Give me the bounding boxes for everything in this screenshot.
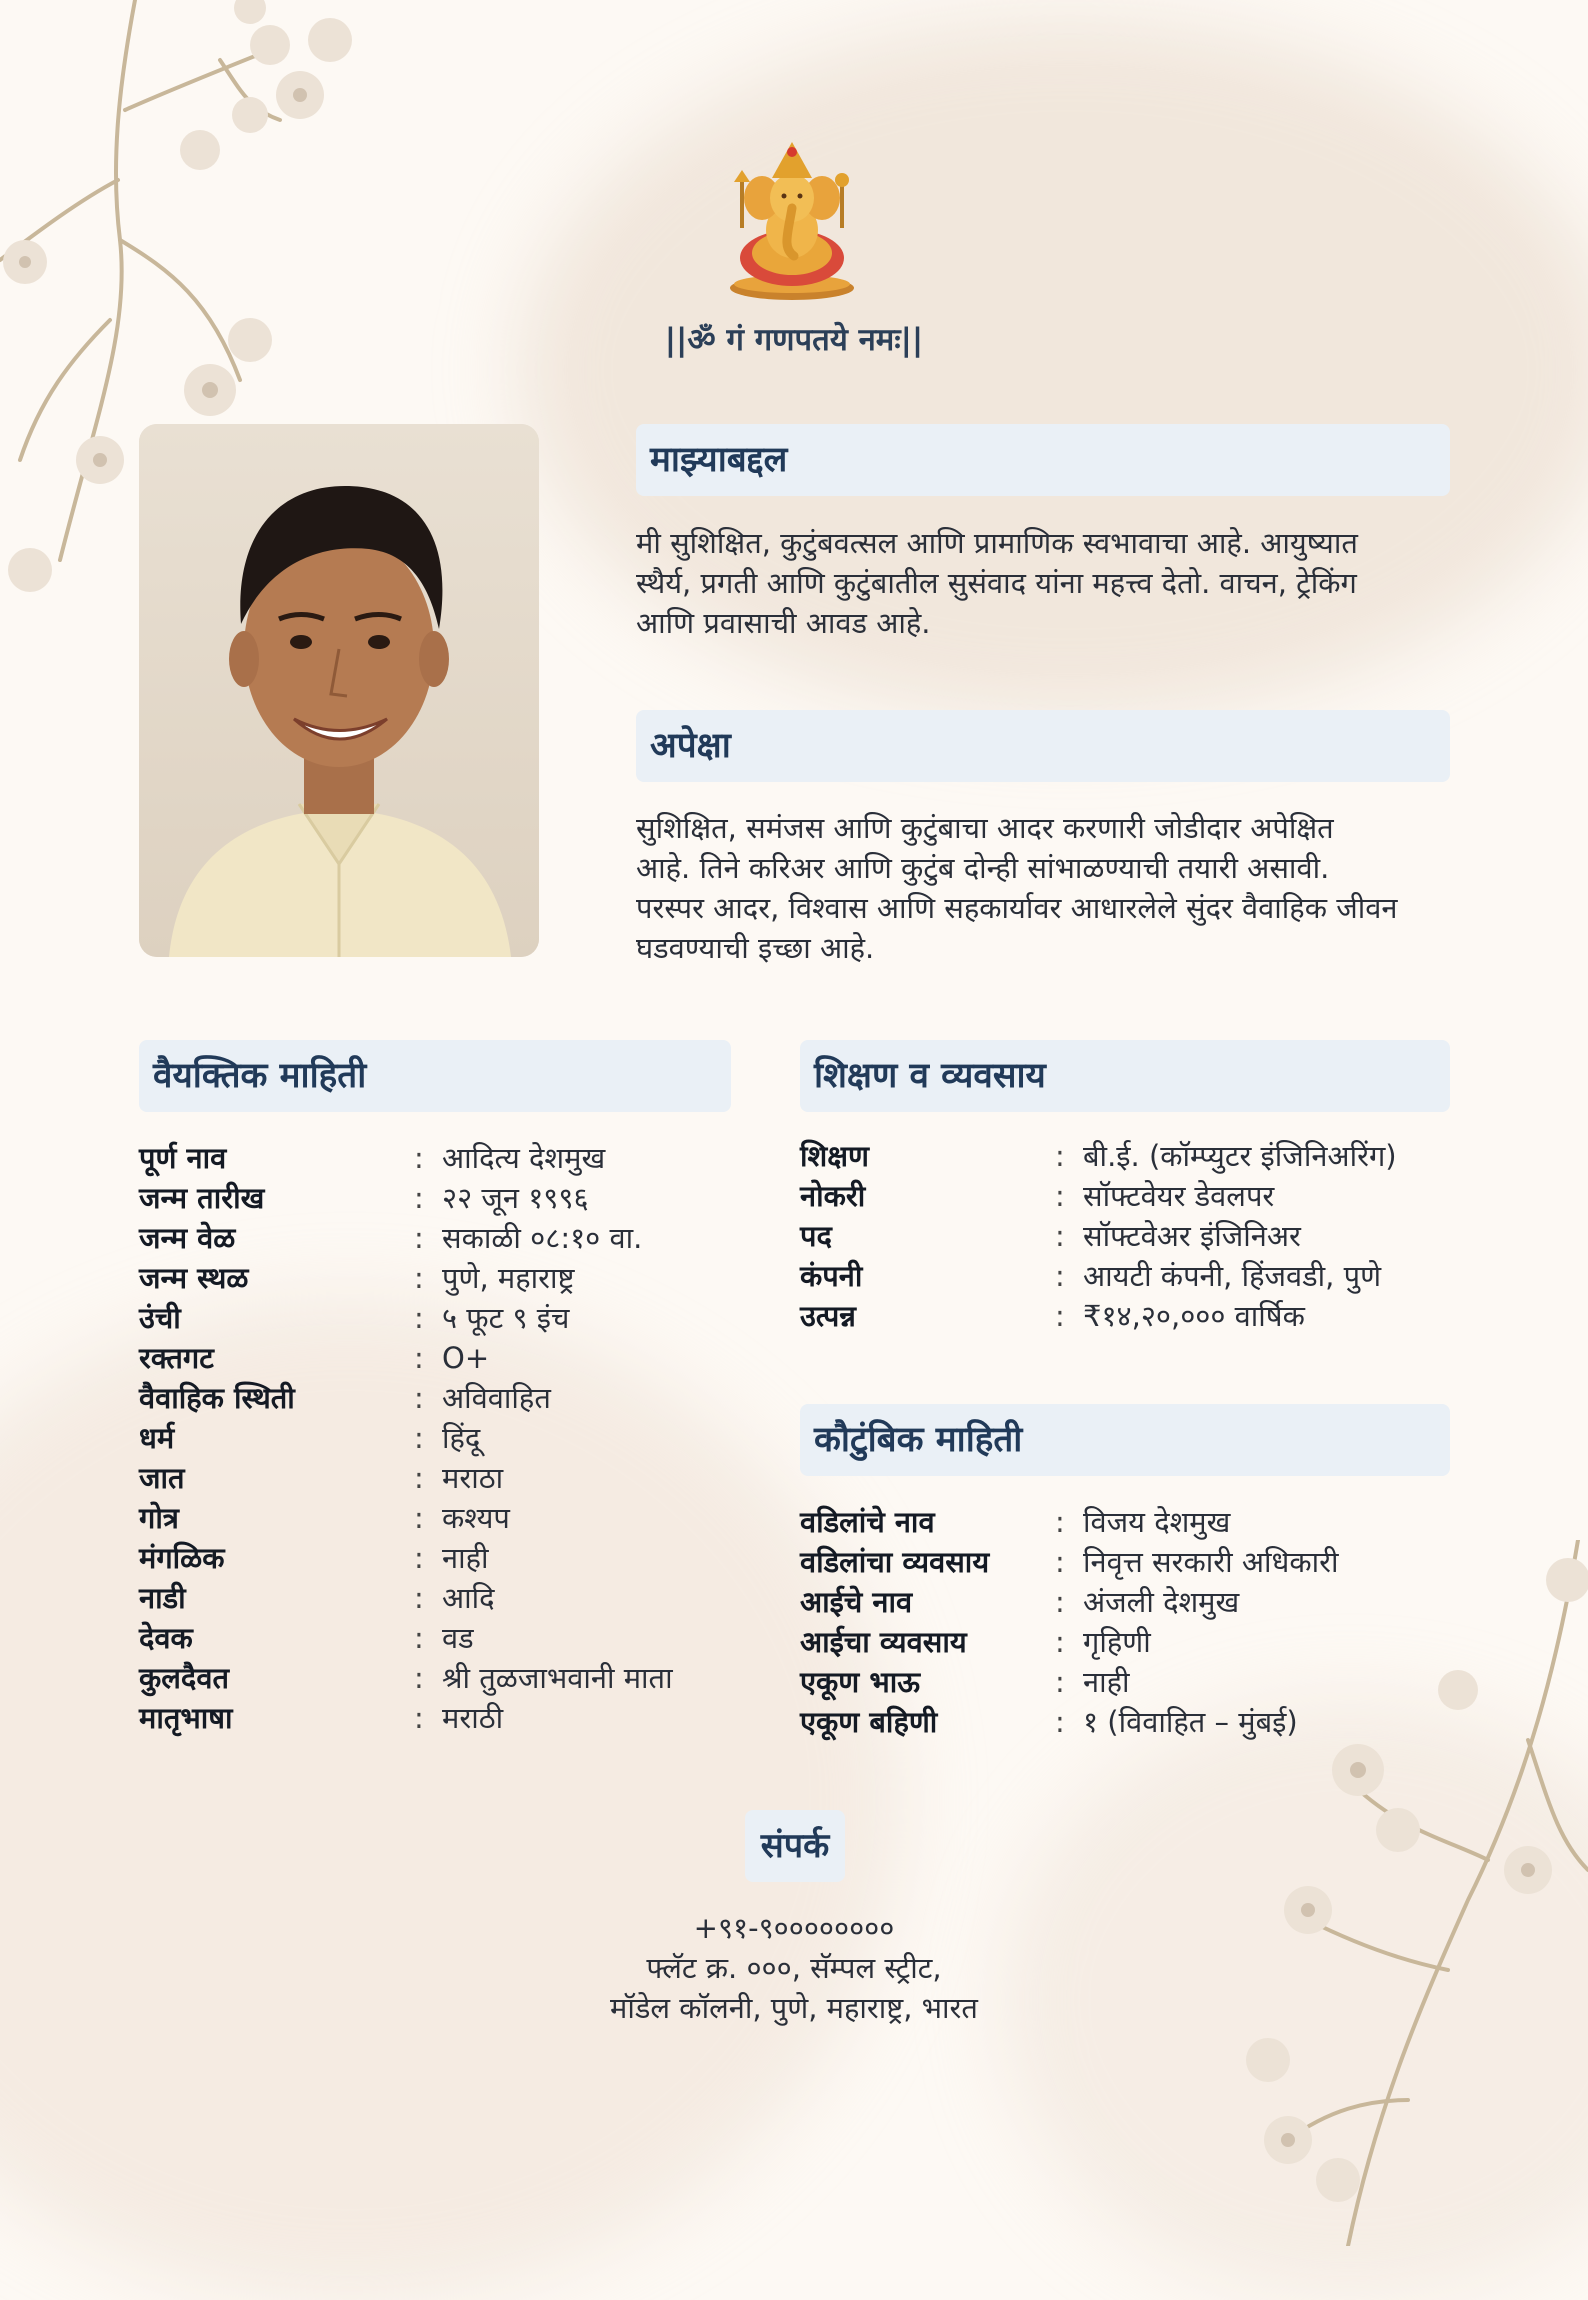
detail-row [139, 1298, 673, 1338]
detail-separator: : [1055, 1219, 1065, 1253]
detail-label: जन्म तारीख [139, 1181, 265, 1215]
detail-separator: : [1055, 1179, 1065, 1213]
detail-row [139, 1418, 673, 1458]
about-line: मी सुशिक्षित, कुटुंबवत्सल आणि प्रामाणिक स्वभावाचा आहे. आयुष्यात [636, 526, 1358, 560]
detail-separator: : [414, 1661, 424, 1695]
detail-value: मराठा [442, 1461, 504, 1495]
detail-row [800, 1136, 1397, 1176]
profile-photo [139, 424, 539, 957]
detail-separator: : [414, 1301, 424, 1335]
detail-separator: : [1055, 1625, 1065, 1659]
detail-separator: : [414, 1461, 424, 1495]
detail-value: सॉफ्टवेअर इंजिनिअर [1083, 1219, 1301, 1253]
family-info-heading: कौटुंबिक माहिती [800, 1404, 1450, 1476]
detail-row [139, 1138, 673, 1178]
detail-separator: : [1055, 1585, 1065, 1619]
detail-separator: : [414, 1181, 424, 1215]
expectations-paragraph [636, 808, 1476, 968]
detail-label: वडिलांचे नाव [800, 1505, 935, 1539]
detail-label: वडिलांचा व्यवसाय [800, 1545, 990, 1579]
detail-separator: : [414, 1581, 424, 1615]
detail-value: पुणे, महाराष्ट्र [442, 1261, 575, 1295]
detail-value: बी.ई. (कॉम्प्युटर इंजिनिअरिंग) [1083, 1139, 1397, 1173]
contact-heading: संपर्क [745, 1810, 845, 1882]
detail-separator: : [1055, 1139, 1065, 1173]
detail-row [139, 1698, 673, 1738]
detail-label: रक्तगट [139, 1341, 214, 1375]
detail-row [139, 1578, 673, 1618]
expectations-line: घडवण्याची इच्छा आहे. [636, 931, 875, 965]
about-heading: माझ्याबद्दल [636, 424, 1450, 496]
detail-row [139, 1658, 673, 1698]
education-heading: शिक्षण व व्यवसाय [800, 1040, 1450, 1112]
detail-row [800, 1542, 1338, 1582]
contact-block [0, 1908, 1588, 2028]
expectations-heading: अपेक्षा [636, 710, 1450, 782]
detail-separator: : [1055, 1705, 1065, 1739]
detail-value: श्री तुळजाभवानी माता [442, 1661, 673, 1695]
detail-row [139, 1218, 673, 1258]
detail-row [800, 1296, 1397, 1336]
detail-label: एकूण बहिणी [800, 1705, 938, 1739]
detail-separator: : [414, 1541, 424, 1575]
detail-label: पद [800, 1219, 832, 1253]
detail-value: १ (विवाहित – मुंबई) [1083, 1705, 1298, 1739]
detail-row [800, 1582, 1338, 1622]
detail-label: कुलदैवत [139, 1661, 229, 1695]
detail-value: मराठी [442, 1701, 504, 1735]
family-info-list [800, 1502, 1338, 1742]
detail-row [800, 1176, 1397, 1216]
detail-row [139, 1458, 673, 1498]
detail-separator: : [414, 1701, 424, 1735]
detail-row [800, 1662, 1338, 1702]
detail-label: शिक्षण [800, 1139, 869, 1173]
detail-label: नोकरी [800, 1179, 866, 1213]
detail-label: जन्म वेळ [139, 1221, 236, 1255]
detail-row [800, 1622, 1338, 1662]
detail-value: विजय देशमुख [1083, 1505, 1231, 1539]
detail-separator: : [414, 1261, 424, 1295]
detail-label: गोत्र [139, 1501, 179, 1535]
detail-row [139, 1338, 673, 1378]
detail-label: पूर्ण नाव [139, 1141, 227, 1175]
detail-row [139, 1178, 673, 1218]
detail-label: मंगळिक [139, 1541, 225, 1575]
detail-separator: : [414, 1421, 424, 1455]
contact-address-line: मॉडेल कॉलनी, पुणे, महाराष्ट्र, भारत [610, 1991, 978, 2025]
detail-value: आदि [442, 1581, 495, 1615]
detail-row [800, 1216, 1397, 1256]
ganesha-idol-icon [722, 138, 862, 303]
detail-row [139, 1378, 673, 1418]
detail-label: धर्म [139, 1421, 175, 1455]
detail-separator: : [414, 1341, 424, 1375]
personal-info-list [139, 1138, 673, 1738]
about-line: स्थैर्य, प्रगती आणि कुटुंबातील सुसंवाद यांना महत्त्व देतो. वाचन, ट्रेकिंग [636, 566, 1357, 600]
about-line: आणि प्रवासाची आवड आहे. [636, 606, 931, 640]
contact-address-line: फ्लॅट क्र. ०००, सॅम्पल स्ट्रीट, [646, 1951, 942, 1985]
detail-value: आदित्य देशमुख [442, 1141, 606, 1175]
expectations-line: परस्पर आदर, विश्वास आणि सहकार्यावर आधारलेले सुंदर वैवाहिक जीवन [636, 891, 1398, 925]
detail-value: निवृत्त सरकारी अधिकारी [1083, 1545, 1339, 1579]
detail-row [800, 1502, 1338, 1542]
detail-label: जात [139, 1461, 185, 1495]
personal-info-heading: वैयक्तिक माहिती [139, 1040, 731, 1112]
detail-separator: : [414, 1621, 424, 1655]
detail-separator: : [1055, 1299, 1065, 1333]
expectations-line: आहे. तिने करिअर आणि कुटुंब दोन्ही सांभाळण्याची तयारी असावी. [636, 851, 1330, 885]
detail-separator: : [1055, 1505, 1065, 1539]
detail-row [139, 1498, 673, 1538]
detail-label: देवक [139, 1621, 193, 1655]
detail-row [139, 1258, 673, 1298]
detail-value: नाही [442, 1541, 489, 1575]
detail-row [139, 1538, 673, 1578]
detail-value: अविवाहित [442, 1381, 551, 1415]
detail-row [800, 1256, 1397, 1296]
detail-value: सकाळी ०८:१० वा. [442, 1221, 643, 1255]
detail-value: कश्यप [442, 1501, 510, 1535]
detail-value: ₹१४,२०,००० वार्षिक [1083, 1299, 1305, 1333]
detail-value: अंजली देशमुख [1083, 1585, 1240, 1619]
detail-separator: : [414, 1381, 424, 1415]
expectations-line: सुशिक्षित, समंजस आणि कुटुंबाचा आदर करणारी जोडीदार अपेक्षित [636, 811, 1334, 845]
detail-value: नाही [1083, 1665, 1130, 1699]
detail-value: गृहिणी [1083, 1625, 1151, 1659]
detail-value: ५ फूट ९ इंच [442, 1301, 570, 1335]
detail-row [139, 1618, 673, 1658]
detail-label: आईचा व्यवसाय [800, 1625, 967, 1659]
detail-separator: : [1055, 1259, 1065, 1293]
detail-value: आयटी कंपनी, हिंजवडी, पुणे [1083, 1259, 1382, 1293]
mantra-heading: ||ॐ गं गणपतये नमः|| [664, 322, 924, 358]
detail-label: नाडी [139, 1581, 186, 1615]
detail-label: उंची [139, 1301, 181, 1335]
detail-label: वैवाहिक स्थिती [139, 1381, 295, 1415]
detail-label: कंपनी [800, 1259, 863, 1293]
detail-value: O+ [442, 1341, 490, 1375]
detail-row [800, 1702, 1338, 1742]
contact-phone: +९१-९०००००००० [693, 1911, 895, 1945]
detail-label: एकूण भाऊ [800, 1665, 921, 1699]
detail-separator: : [1055, 1545, 1065, 1579]
detail-label: मातृभाषा [139, 1701, 233, 1735]
detail-separator: : [414, 1141, 424, 1175]
detail-value: सॉफ्टवेयर डेवलपर [1083, 1179, 1275, 1213]
detail-value: २२ जून १९९६ [442, 1181, 589, 1215]
about-paragraph [636, 523, 1456, 643]
detail-label: जन्म स्थळ [139, 1261, 249, 1295]
detail-value: वड [442, 1621, 474, 1655]
detail-separator: : [414, 1221, 424, 1255]
detail-separator: : [1055, 1665, 1065, 1699]
detail-label: उत्पन्न [800, 1299, 856, 1333]
detail-value: हिंदू [442, 1421, 481, 1455]
detail-label: आईचे नाव [800, 1585, 913, 1619]
education-info-list [800, 1136, 1397, 1336]
detail-separator: : [414, 1501, 424, 1535]
